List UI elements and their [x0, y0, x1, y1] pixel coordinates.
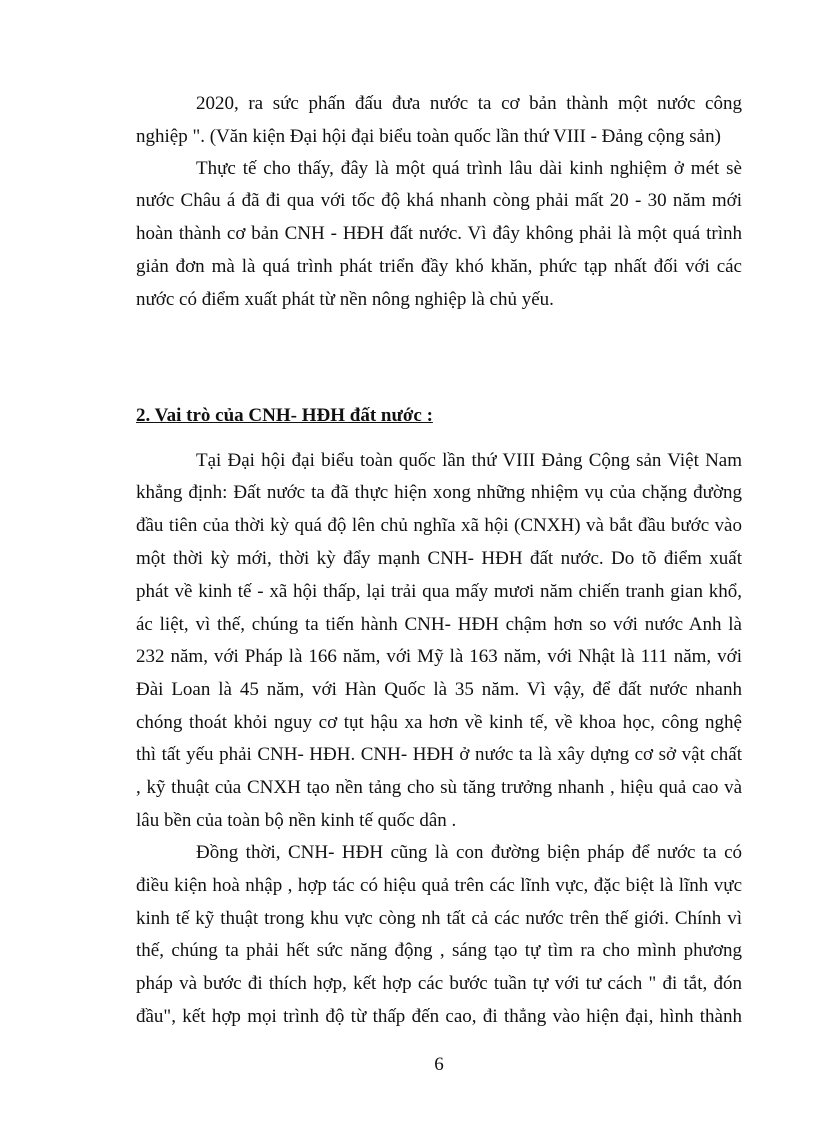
text-line: lâu bền của toàn bộ nền kinh tế quốc dân . — [136, 810, 457, 831]
text-line: pháp và bước đi thích hợp, kết hợp các bước tuần tự với tư cách " đi tắt, đón — [136, 973, 742, 994]
text-line: ác liệt, vì thế, chúng ta tiến hành CNH- HĐH chậm hơn so với nước Anh là — [136, 614, 742, 635]
text-line: một thời kỳ mới, thời kỳ đẩy mạnh CNH- HĐH đất nước. Do tõ điểm xuất — [136, 548, 742, 569]
text-line: giản đơn mà là quá trình phát triển đầy khó khăn, phức tạp nhất đối với các — [136, 256, 742, 277]
text-line: đầu", kết hợp mọi trình độ từ thấp đến cao, đi thẳng vào hiện đại, hình thành — [136, 1006, 742, 1027]
text-line: Đồng thời, CNH- HĐH cũng là con đường biện pháp để nước ta có — [196, 842, 742, 863]
text-line: , kỹ thuật của CNXH tạo nền tảng cho sù tăng trưởng nhanh , hiệu quả cao và — [136, 777, 742, 798]
text-line: Đài Loan là 45 năm, với Hàn Quốc là 35 năm. Vì vậy, để đất nước nhanh — [136, 679, 742, 700]
text-line: điều kiện hoà nhập , hợp tác có hiệu quả trên các lĩnh vực, đặc biệt là lĩnh vực — [136, 875, 742, 896]
text-line: thế, chúng ta phải hết sức năng động , sáng tạo tự tìm ra cho mình phương — [136, 940, 742, 961]
text-line: Tại Đại hội đại biểu toàn quốc lần thứ VIII Đảng Cộng sản Việt Nam — [196, 450, 742, 471]
text-line: nước Châu á đã đi qua với tốc độ khá nhanh còng phải mất 20 - 30 năm mới — [136, 190, 742, 211]
text-line: hoàn thành cơ bản CNH - HĐH đất nước. Vì đây không phải là một quá trình — [136, 223, 742, 244]
text-line: 2020, ra sức phấn đấu đưa nước ta cơ bản thành một nước công — [196, 93, 742, 114]
text-line: nước có điểm xuất phát từ nền nông nghiệp là chủ yếu. — [136, 289, 554, 310]
text-line: nghiệp ". (Văn kiện Đại hội đại biểu toàn quốc lần thứ VIII - Đảng cộng sản) — [136, 126, 721, 147]
text-line: kinh tế kỹ thuật trong khu vực còng nh tất cả các nước trên thế giới. Chính vì — [136, 908, 742, 929]
text-line: khẳng định: Đất nước ta đã thực hiện xong những nhiệm vụ của chặng đường — [136, 482, 742, 503]
text-line: Thực tế cho thấy, đây là một quá trình lâu dài kinh nghiệm ở mét sè — [196, 158, 742, 179]
text-line: thì tất yếu phải CNH- HĐH. CNH- HĐH ở nước ta là xây dựng cơ sở vật chất — [136, 744, 742, 765]
text-line: phát về kinh tế - xã hội thấp, lại trải qua mấy mươi năm chiến tranh gian khổ, — [136, 581, 742, 602]
text-line: đầu tiên của thời kỳ quá độ lên chủ nghĩa xã hội (CNXH) và bắt đầu bước vào — [136, 515, 742, 536]
text-line: 232 năm, với Pháp là 166 năm, với Mỹ là 163 năm, với Nhật là 111 năm, với — [136, 646, 742, 667]
section-heading: 2. Vai trò của CNH- HĐH đất nước : — [136, 405, 433, 426]
text-line: chóng thoát khỏi nguy cơ tụt hậu xa hơn về kinh tế, về khoa học, công nghệ — [136, 712, 742, 733]
page-number: 6 — [434, 1054, 444, 1075]
